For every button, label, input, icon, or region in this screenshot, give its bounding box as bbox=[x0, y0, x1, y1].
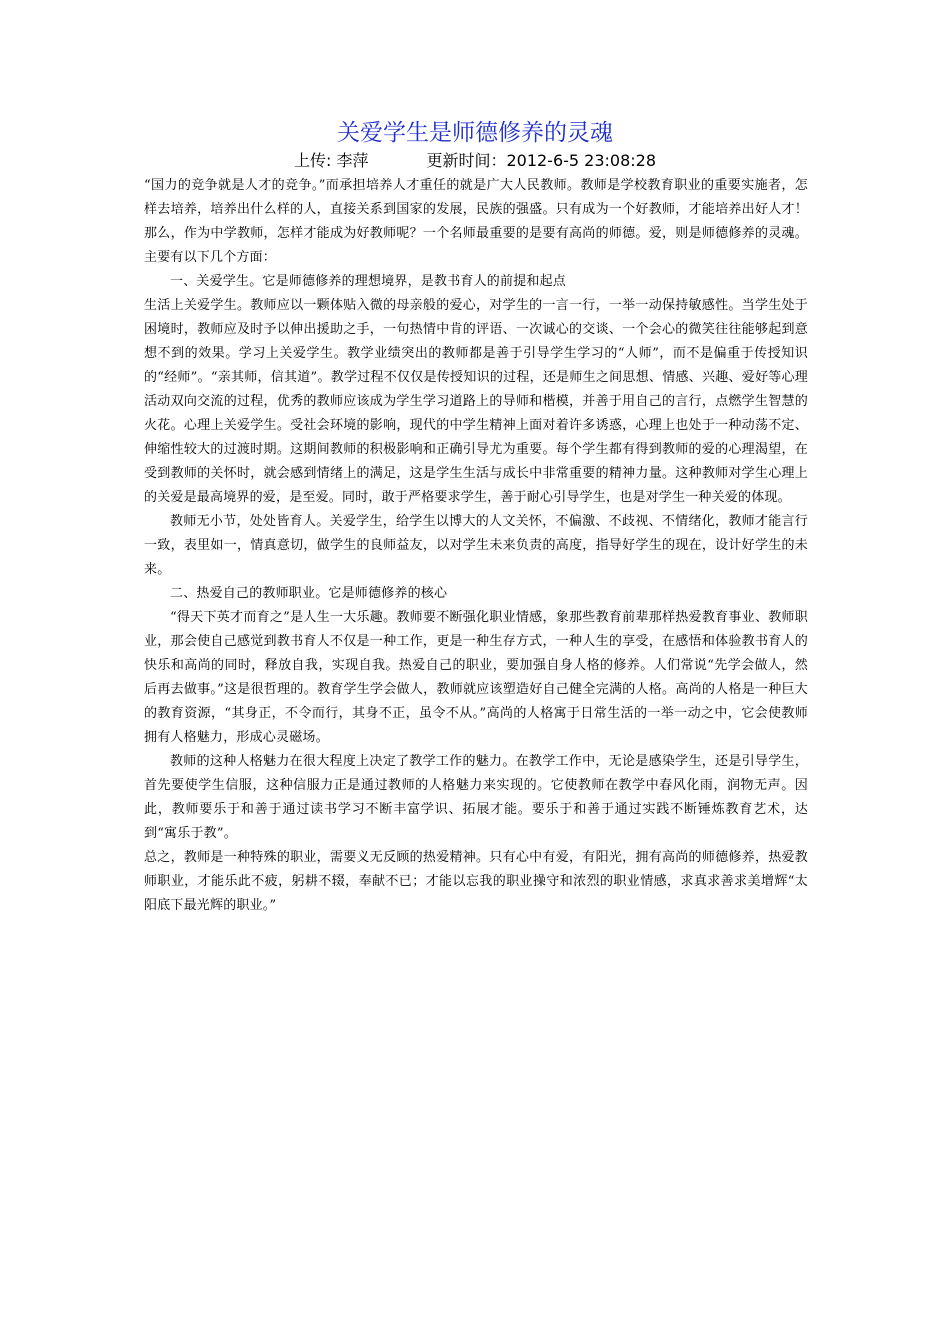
paragraph-intro: “国力的竞争就是人才的竞争。”而承担培养人才重任的就是广大人民教师。教师是学校教育职业的重要实施者，怎样去培养，培养出什么样的人，直接关系到国家的发展，民族的强盛。只有成为一个好教师，才能培养出好人才！那么，作为中学教师，怎样才能成为好教师呢？一个名师最重要的是要有高尚的师德。爱，则是师德修养的灵魂。主要有以下几个方面： bbox=[144, 178, 808, 265]
paragraph-love-profession: “得天下英才而育之”是人生一大乐趣。教师要不断强化职业情感，象那些教育前辈那样热爱教育事业、教师职业，那会使自己感觉到教书育人不仅是一种工作，更是一种生存方式，一种人生的享受，在感悟和体验教书育人的快乐和高尚的同时，释放自我，实现自我。热爱自己的职业，要加强自身人格的修养。人们常说“先学会做人，然后再去做事。”这是很哲理的。教育学生学会做人，教师就应该塑造好自己健全完满的人格。高尚的人格是一种巨大的教育资源，“其身正，不令而行，其身不正，虽令不从。”高尚的人格寓于日常生活的一举一动之中，它会使教师拥有人格魅力，形成心灵磁场。 bbox=[144, 610, 808, 745]
section-heading-1: 一、关爱学生。它是师德修养的理想境界，是教书育人的前提和起点 bbox=[170, 274, 567, 289]
section-heading-2: 二、热爱自己的教师职业。它是师德修养的核心 bbox=[170, 586, 448, 601]
paragraph-conclusion: 总之，教师是一种特殊的职业，需要义无反顾的热爱精神。只有心中有爱，有阳光，拥有高尚的师德修养，热爱教师职业，才能乐此不疲，躬耕不辍，奉献不已；才能以忘我的职业操守和浓烈的职业情感，求真求善求美增辉“太阳底下最光辉的职业。” bbox=[144, 850, 808, 913]
paragraph-teacher-example: 教师无小节，处处皆育人。关爱学生，给学生以博大的人文关怀，不偏激、不歧视、不情绪化，教师才能言行一致，表里如一，情真意切，做学生的良师益友，以对学生未来负责的高度，指导好学生的现在，设计好学生的未来。 bbox=[144, 514, 808, 577]
paragraph-care-students: 生活上关爱学生。教师应以一颗体贴入微的母亲般的爱心，对学生的一言一行，一举一动保持敏感性。当学生处于困境时，教师应及时予以伸出援助之手，一句热情中肯的评语、一次诚心的交谈、一个会心的微笑往往能够起到意想不到的效果。学习上关爱学生。教学业绩突出的教师都是善于引导学生学习的“人师”，而不是偏重于传授知识的“经师”。“亲其师，信其道”。教学过程不仅仅是传授知识的过程，还是师生之间思想、情感、兴趣、爱好等心理活动双向交流的过程，优秀的教师应该成为学生学习道路上的导师和楷模，并善于用自己的言行，点燃学生智慧的火花。心理上关爱学生。受社会环境的影响，现代的中学生精神上面对着许多诱惑，心理上也处于一种动荡不定、伸缩性较大的过渡时期。这期间教师的积极影响和正确引导尤为重要。每个学生都有得到教师的爱的心理渴望，在受到教师的关怀时，就会感到情绪上的满足，这是学生生活与成长中非常重要的精神力量。这种教师对学生心理上的关爱是最高境界的爱，是至爱。同时，敢于严格要求学生，善于耐心引导学生，也是对学生一种关爱的体现。 bbox=[144, 298, 808, 505]
document-body bbox=[144, 174, 808, 918]
update-time: 更新时间：2012-6-5 23:08:28 bbox=[426, 151, 657, 170]
document-meta bbox=[0, 150, 950, 172]
uploader-label: 上传: 李萍 bbox=[293, 151, 369, 170]
paragraph-personality-charm: 教师的这种人格魅力在很大程度上决定了教学工作的魅力。在教学工作中，无论是感染学生，还是引导学生，首先要使学生信服，这种信服力正是通过教师的人格魅力来实现的。它使教师在教学中春风化雨，润物无声。因此，教师要乐于和善于通过读书学习不断丰富学识、拓展才能。要乐于和善于通过实践不断锤炼教育艺术，达到“寓乐于教”。 bbox=[144, 754, 808, 841]
document-title: 关爱学生是师德修养的灵魂 bbox=[337, 120, 613, 146]
